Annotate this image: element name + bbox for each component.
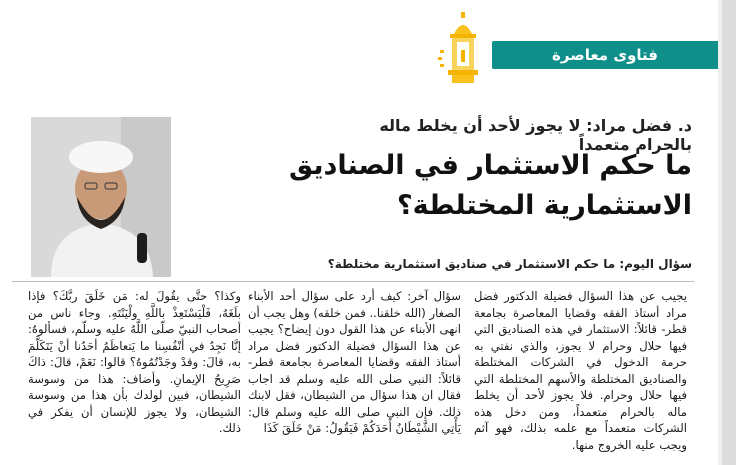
column-text: يجيب عن هذا السؤال فضيلة الدكتور فضل مراد أستاذ الفقه وقضايا المعاصرة بجامعة قطر- قائلاً: الاستثمار في هذه الصناديق التي فيها حلال وحرام لا يجوز، والذي نفتي به حرمة الدخول في الشركات المختلطة والصناديق المختلطة والأسهم المختلطة التي فيها حلال وحرام. فلا يجوز لأحد أن يخلط ماله بالحرام متعمداً، ومن دخل هذه الشركات متعمداً مع علمه بذلك، فهو آثم ويجب عليه الخروج منها. (474, 289, 687, 452)
question-of-the-day: سؤال اليوم: ما حكم الاستثمار في صناديق استثمارية مختلطة؟ (327, 257, 692, 271)
article-headline: ما حكم الاستثمار في الصناديق الاستثمارية المختلطة؟ (288, 150, 692, 221)
column-text: سؤال آخر: كيف أرد على سؤال أحد الأبناء الصغار (الله خلقنا.. فمن خلقه) وهل يجب أن انهى الأبناء عن هذا القول دون إيضاح؟ يجيب عن هذا السؤال فضيلة الدكتور فضل مراد أستاذ الفقه وقضايا المعاصرة بجامعة قطر- قائلاً: النبي صلى الله عليه وسلم قد اجاب فقال ان هذا سؤال من الشيطان، فقل لابنك ذلك. فإن النبي صلى الله عليه وسلم قال: يَأْتِي الشَّيْطَانُ أَحَدَكُمْ فَيَقُولُ: مَنْ خَلَقَ كَذَا (248, 289, 461, 435)
section-label: فتاوى معاصرة (492, 41, 718, 69)
article-column-2 (248, 288, 461, 437)
column-text: وكذا؟ حتَّى يقُولَ له: مَن خَلَقَ ربَّكَ؟ فإذا بلَغَهُ، فَلْيَسْتَعِذْ باللَّهِ ولْيَنْتَهِ. وجاء ناس من أصحاب النبيّ صلّى اللَّهُ عليه وسلّم، فسألوهُ: إنَّا نَجِدُ في أنْفُسِنا ما يَتعاظَمُ أحَدُنا أنْ يَتَكَلَّمَ به، قالَ: وقدْ وجَدْتُمُوهُ؟ قالوا: نَعَمْ، قالَ: ذاكَ صَرِيحُ الإيمانِ. وأضاف: هذا من وسوسة الشيطان، فبين لولدك بأن هذا من وسوسة الشيطان، ولا يجوز للإنسان أن يفكر في ذلك. (28, 289, 241, 435)
article-pre-title: د. فضل مراد: لا يجوز لأحد أن يخلط ماله بالحرام متعمداً (379, 116, 692, 154)
article-column-3 (28, 288, 241, 437)
article-column-1 (474, 288, 687, 453)
lantern-icon (430, 10, 492, 88)
author-photo (31, 117, 171, 277)
page-edge (722, 0, 736, 465)
divider (12, 281, 694, 282)
